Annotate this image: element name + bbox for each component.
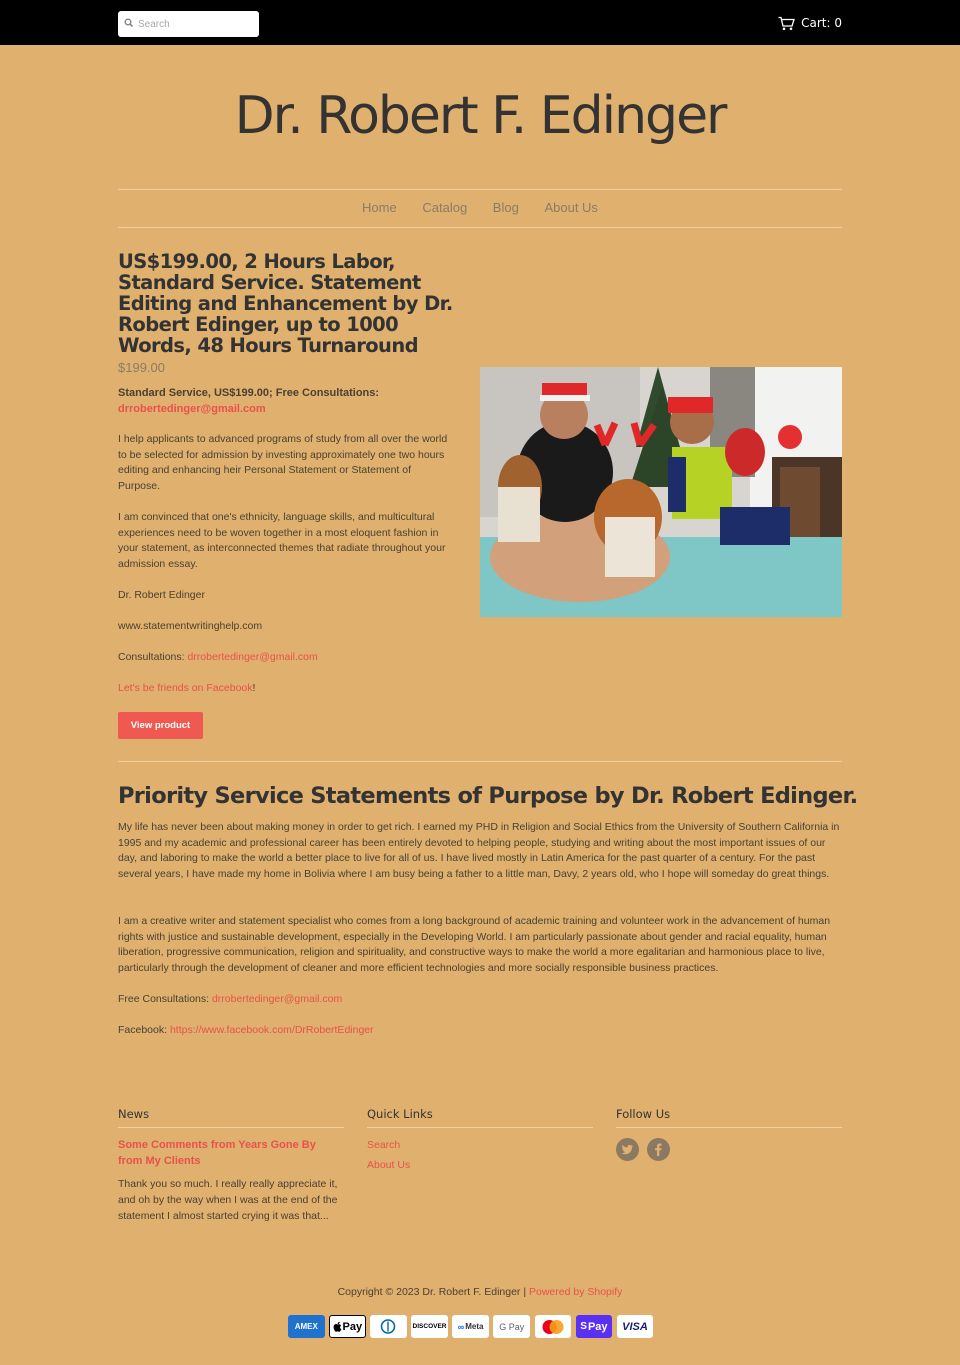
- search-input[interactable]: [138, 15, 253, 33]
- amex-icon: AMEX: [288, 1315, 325, 1338]
- footer-news-heading: News: [118, 1107, 150, 1121]
- twitter-icon[interactable]: [616, 1138, 639, 1161]
- shop-pay-label: Pay: [587, 1320, 608, 1333]
- footer-news-rule: [118, 1127, 344, 1128]
- priority-paragraph-1: My life has never been about making money in order to get rich. I earned my PHD in Religion and Social Ethics from the University of Southern California in 1995 and my academic and professional career has been entirely devoted to helping people, studying and writing about the most important issues of our day, and laboring to make the world a better place to live for all of us. I have lived mostly in Latin America for the past quarter of a century. For the past several years, I have made my home in Bolivia where I am busy being a father to a little man, Davy, 2 years old, who I hope will someday do great things.: [118, 821, 840, 880]
- shop-pay-icon: S Pay: [576, 1315, 613, 1338]
- priority-facebook-label: Facebook:: [118, 1024, 168, 1036]
- footer-quick-links-rule: [367, 1127, 593, 1128]
- priority-facebook-link[interactable]: https://www.facebook.com/DrRobertEdinger: [169, 1024, 374, 1036]
- nav-home[interactable]: Home: [362, 200, 397, 215]
- footer-follow-heading: Follow Us: [616, 1107, 671, 1121]
- nav-divider-bottom: [118, 227, 842, 228]
- search-icon: [124, 16, 134, 30]
- facebook-friends-link[interactable]: Let's be friends on Facebook: [118, 682, 253, 694]
- quick-link-search[interactable]: Search: [367, 1139, 401, 1151]
- christmas-photo: [480, 367, 842, 617]
- product-signature: Dr. Robert Edinger: [118, 589, 205, 601]
- discover-icon: [411, 1315, 448, 1338]
- discover-label: DISCOVER: [412, 1323, 447, 1330]
- product-headline: [118, 386, 453, 417]
- product-website: www.statementwritinghelp.com: [118, 620, 263, 632]
- google-pay-icon: G Pay: [493, 1315, 530, 1338]
- news-excerpt: Thank you so much. I really really appreciate it, and oh by the way when I was at the end of the statement I almost started crying it was that...: [118, 1178, 338, 1222]
- priority-consult-email-link[interactable]: drrobertedinger@gmail.com: [211, 993, 343, 1005]
- search-box[interactable]: [118, 11, 259, 37]
- main-nav: [0, 200, 960, 215]
- product-paragraph-1: I help applicants to advanced programs of study from all over the world to be selected for admission by investing approximately one two hours editing and enhancing heir Personal Statement or Statement of Purpose.: [118, 433, 448, 492]
- news-article-link[interactable]: Some Comments from Years Gone By from My Clients: [118, 1139, 316, 1167]
- powered-by-shopify-link[interactable]: Powered by Shopify: [529, 1286, 623, 1298]
- priority-facebook: [118, 1023, 844, 1039]
- diners-club-icon: [370, 1315, 407, 1338]
- apple-pay-label: Pay: [342, 1320, 363, 1333]
- facebook-suffix: !: [252, 682, 256, 694]
- cart-icon: [778, 16, 795, 31]
- footer-quick-links-heading: Quick Links: [367, 1107, 433, 1121]
- cart-label: Cart: 0: [801, 16, 842, 30]
- site-title[interactable]: Dr. Robert F. Edinger: [234, 86, 726, 146]
- priority-section-title[interactable]: Priority Service Statements of Purpose by Dr. Robert Edinger.: [118, 783, 858, 809]
- priority-consultations: [118, 992, 844, 1008]
- copyright-text: Copyright © 2023 Dr. Robert F. Edinger |: [337, 1286, 527, 1298]
- footer-follow-rule: [616, 1127, 842, 1128]
- headline-text: Standard Service, US$199.00; Free Consultations:: [118, 387, 380, 399]
- nav-catalog[interactable]: Catalog: [422, 200, 468, 215]
- product-consultations: [118, 650, 453, 666]
- meta-pay-icon: ∞ Meta: [452, 1315, 489, 1338]
- priority-paragraph-2: I am a creative writer and statement specialist who comes from a long background of academic training and volunteer work in the advancement of human rights with justice and sustainable development, especially in the Developing World. I am particularly passionate about gender and racial equality, human liberation, progressive communication, religion and spirituality, and constructive ways to make the world a more egalitarian and harmonious place to live, particularly through the development of cleaner and more efficient technologies and more socially responsible business practices.: [118, 915, 831, 974]
- mastercard-icon: [535, 1315, 572, 1338]
- nav-divider-top: [118, 189, 842, 190]
- product-price: $199.00: [118, 360, 165, 375]
- nav-blog[interactable]: Blog: [492, 200, 519, 215]
- apple-pay-icon: [329, 1315, 366, 1338]
- section-divider: [118, 761, 842, 762]
- copyright-line: [0, 1286, 960, 1298]
- cart-link[interactable]: [778, 14, 842, 32]
- consultations-label: Consultations:: [118, 651, 185, 663]
- visa-icon: VISA: [617, 1315, 654, 1338]
- product-paragraph-2: I am convinced that one's ethnicity, language skills, and multicultural experiences need to be woven together in a most eloquent fashion in your statement, as interconnected themes that radiate throughout your admission essay.: [118, 511, 446, 570]
- product-image[interactable]: [480, 367, 842, 617]
- quick-link-about-us[interactable]: About Us: [367, 1159, 411, 1171]
- nav-about-us[interactable]: About Us: [544, 200, 598, 215]
- payment-icons: [288, 1315, 653, 1338]
- facebook-icon[interactable]: [647, 1138, 670, 1161]
- product-facebook: [118, 681, 453, 697]
- top-bar: [0, 0, 960, 45]
- product-title[interactable]: US$199.00, 2 Hours Labor, Standard Service. Statement Editing and Enhancement by Dr. Robert Edinger, up to 1000 Words, 48 Hours Turnaround: [118, 250, 453, 357]
- headline-email-link[interactable]: drrobertedinger@gmail.com: [118, 402, 266, 415]
- priority-consult-label: Free Consultations:: [118, 993, 210, 1005]
- consultations-email-link[interactable]: drrobertedinger@gmail.com: [187, 651, 318, 663]
- view-product-button[interactable]: View product: [118, 712, 203, 739]
- meta-label: Meta: [465, 1322, 484, 1331]
